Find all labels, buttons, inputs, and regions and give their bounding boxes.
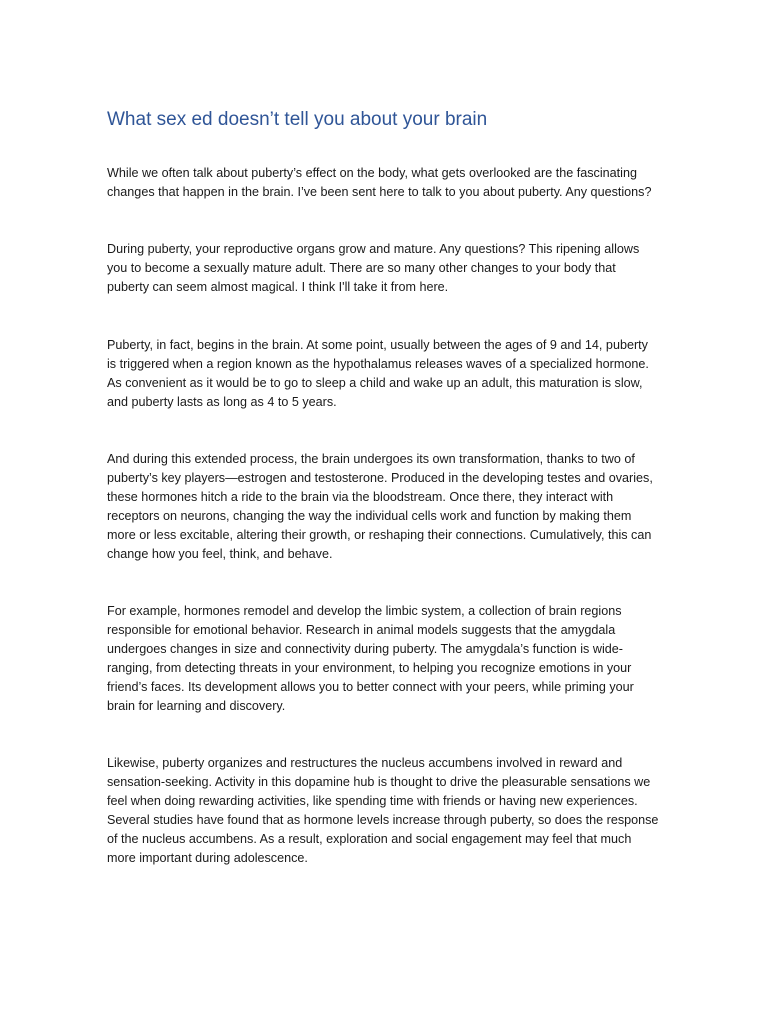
body-paragraph-6: Likewise, puberty organizes and restructures the nucleus accumbens involved in reward and sensation-seeking. Activity in this dopamine hub is thought to drive the pleasurable sensations we feel when doing rewarding activities, like spending time with friends or having new experiences. Several studies have found that as hormone levels increase through puberty, so does the response of the nucleus accumbens. As a result, exploration and social engagement may feel that much more important during adolescence. bbox=[107, 756, 659, 865]
body-paragraph-5: For example, hormones remodel and develop the limbic system, a collection of brain regions responsible for emotional behavior. Research in animal models suggests that the amygdala undergoes changes in size and connectivity during puberty. The amygdala’s function is wide-ranging, from detecting threats in your environment, to helping you recognize emotions in your friend’s faces. Its development allows you to better connect with your peers, while priming your brain for learning and discovery. bbox=[107, 604, 634, 713]
body-paragraph-2: During puberty, your reproductive organs grow and mature. Any questions? This ripening allows you to become a sexually mature adult. There are so many other changes to your body that puberty can seem almost magical. I think I'll take it from here. bbox=[107, 242, 640, 294]
document-title: What sex ed doesn’t tell you about your brain bbox=[107, 109, 488, 130]
body-paragraph-1: While we often talk about puberty’s effect on the body, what gets overlooked are the fascinating changes that happen in the brain. I’ve been sent here to talk to you about puberty. Any questions? bbox=[107, 166, 652, 199]
body-paragraph-3: Puberty, in fact, begins in the brain. At some point, usually between the ages of 9 and 14, puberty is triggered when a region known as the hypothalamus releases waves of a specialized hormone. As convenient as it would be to go to sleep a child and wake up an adult, this maturation is slow, and puberty lasts as long as 4 to 5 years. bbox=[107, 338, 649, 409]
body-paragraph-4: And during this extended process, the brain undergoes its own transformation, thanks to two of puberty’s key players—estrogen and testosterone. Produced in the developing testes and ovaries, these hormones hitch a ride to the brain via the bloodstream. Once there, they interact with receptors on neurons, changing the way the individual cells work and function by making them more or less excitable, altering their growth, or reshaping their connections. Cumulatively, this can change how you feel, think, and behave. bbox=[107, 452, 653, 561]
